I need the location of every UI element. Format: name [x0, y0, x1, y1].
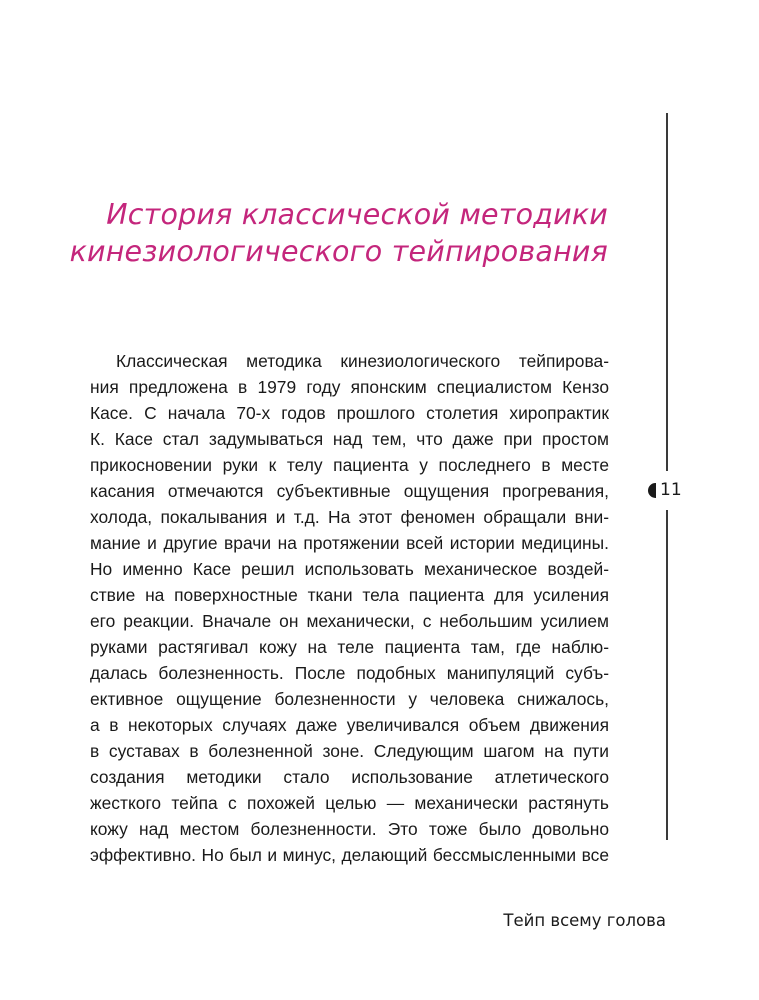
text-line: ствие на поверхностные ткани тела пациента для усиления	[90, 585, 609, 605]
body-paragraph	[90, 348, 609, 868]
margin-rule-lower	[666, 510, 668, 840]
text-line: Но именно Касе решил использовать механическое воздей-	[90, 559, 609, 579]
text-line: руками растягивал кожу на теле пациента там, где наблю-	[90, 637, 609, 657]
text-line: Классическая методика кинезиологического тейпирова-	[116, 351, 609, 371]
chapter-title-line-1: История классической методики	[106, 198, 608, 231]
text-line: К. Касе стал задумываться над тем, что даже при простом	[90, 429, 609, 449]
page-tab-icon	[648, 483, 656, 498]
margin-rule-upper	[666, 113, 668, 471]
chapter-title	[70, 196, 608, 270]
text-line: жесткого тейпа с похожей целью — механически растянуть	[90, 793, 609, 813]
text-line: создания методики стало использование атлетического	[90, 767, 609, 787]
text-line: прикосновении руки к телу пациента у последнего в месте	[90, 455, 609, 475]
text-line: холода, покалывания и т.д. На этот феномен обращали вни-	[90, 507, 609, 527]
text-line: его реакции. Вначале он механически, с небольшим усилием	[90, 611, 609, 631]
page-number-marker	[648, 480, 682, 500]
text-line: ективное ощущение болезненности у человека снижалось,	[90, 689, 609, 709]
text-line: эффективно. Но был и минус, делающий бессмысленными все	[90, 845, 609, 865]
text-line: далась болезненность. После подобных манипуляций субъ-	[90, 663, 609, 683]
running-footer: Тейп всему голова	[503, 911, 666, 930]
text-line: кожу над местом болезненности. Это тоже было довольно	[90, 819, 609, 839]
text-line: ния предложена в 1979 году японским специалистом Кензо	[90, 377, 609, 397]
chapter-title-line-2: кинезиологического тейпирования	[69, 235, 608, 268]
text-line: Касе. С начала 70-х годов прошлого столетия хиропрактик	[90, 403, 609, 423]
text-line: в суставах в болезненной зоне. Следующим шагом на пути	[90, 741, 609, 761]
text-line: мание и другие врачи на протяжении всей истории медицины.	[90, 533, 609, 553]
text-line: а в некоторых случаях даже увеличивался объем движения	[90, 715, 609, 735]
text-line: касания отмечаются субъективные ощущения прогревания,	[90, 481, 609, 501]
page-number: 11	[660, 480, 682, 500]
